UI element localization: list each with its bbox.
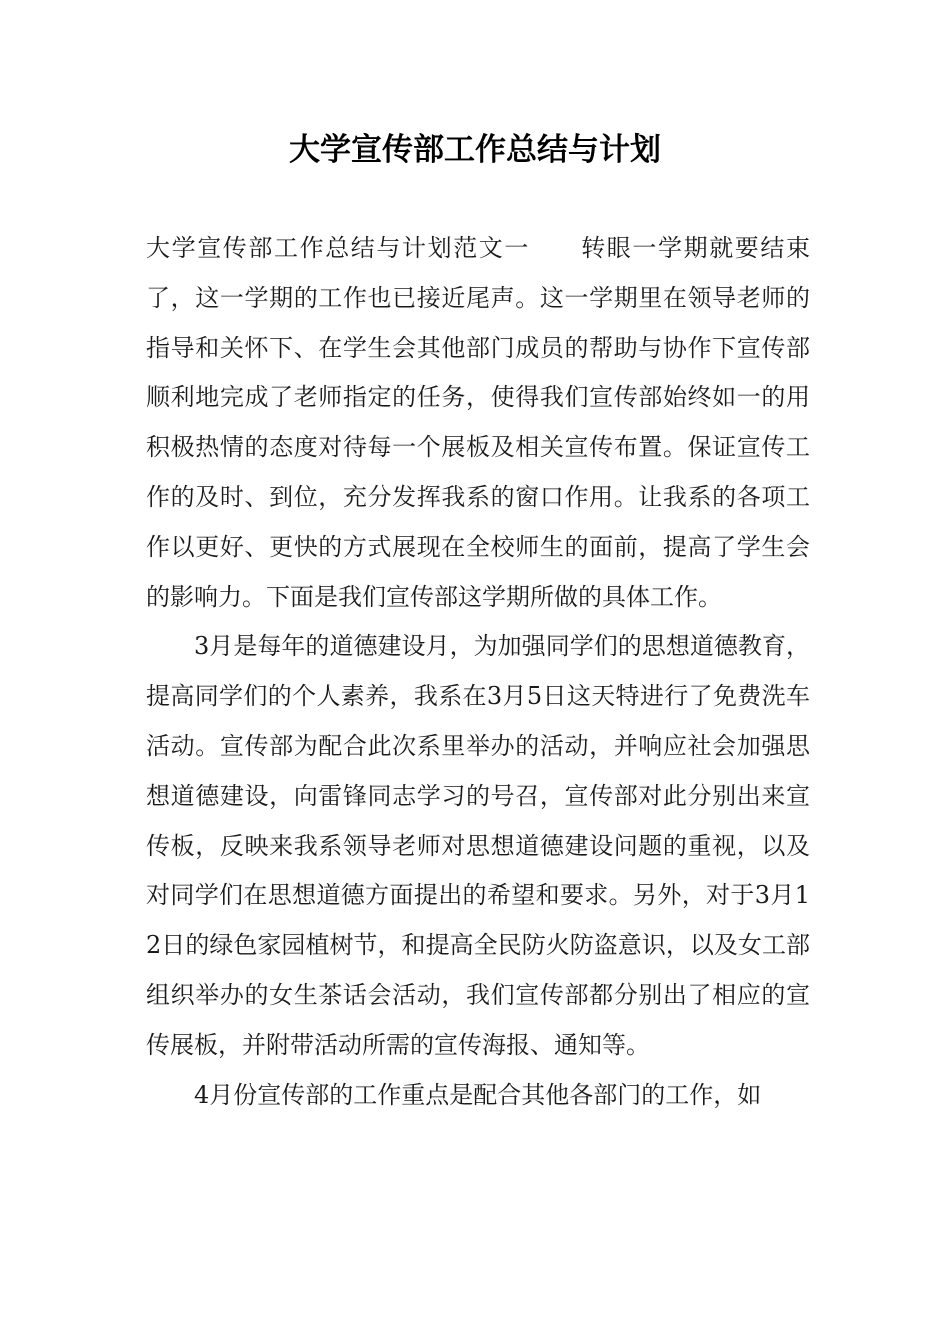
document-body <box>146 224 810 1120</box>
document-title: 大学宣传部工作总结与计划 <box>289 132 661 168</box>
paragraph-intro: 大学宣传部工作总结与计划范文一 转眼一学期就要结束了，这一学期的工作也已接近尾声。这一学期里在领导老师的指导和关怀下、在学生会其他部门成员的帮助与协作下宣传部顺利地完成了老师指定的任务，使得我们宣传部始终如一的用积极热情的态度对待每一个展板及相关宣传布置。保证宣传工作的及时、到位，充分发挥我系的窗口作用。让我系的各项工作以更好、更快的方式展现在全校师生的面前，提高了学生会的影响力。下面是我们宣传部这学期所做的具体工作。 <box>146 234 810 611</box>
paragraph-march: 3月是每年的道德建设月，为加强同学们的思想道德教育，提高同学们的个人素养，我系在3月5日这天特进行了免费洗车活动。宣传部为配合此次系里举办的活动，并响应社会加强思想道德建设，向雷锋同志学习的号召，宣传部对此分别出来宣传板，反映来我系领导老师对思想道德建设问题的重视，以及对同学们在思想道德方面提出的希望和要求。另外，对于3月12日的绿色家园植树节，和提高全民防火防盗意识，以及女工部组织举办的女生茶话会活动，我们宣传部都分别出了相应的宣传展板，并附带活动所需的宣传海报、通知等。 <box>146 632 810 1059</box>
paragraph-april: 4月份宣传部的工作重点是配合其他各部门的工作，如 <box>194 1080 762 1109</box>
